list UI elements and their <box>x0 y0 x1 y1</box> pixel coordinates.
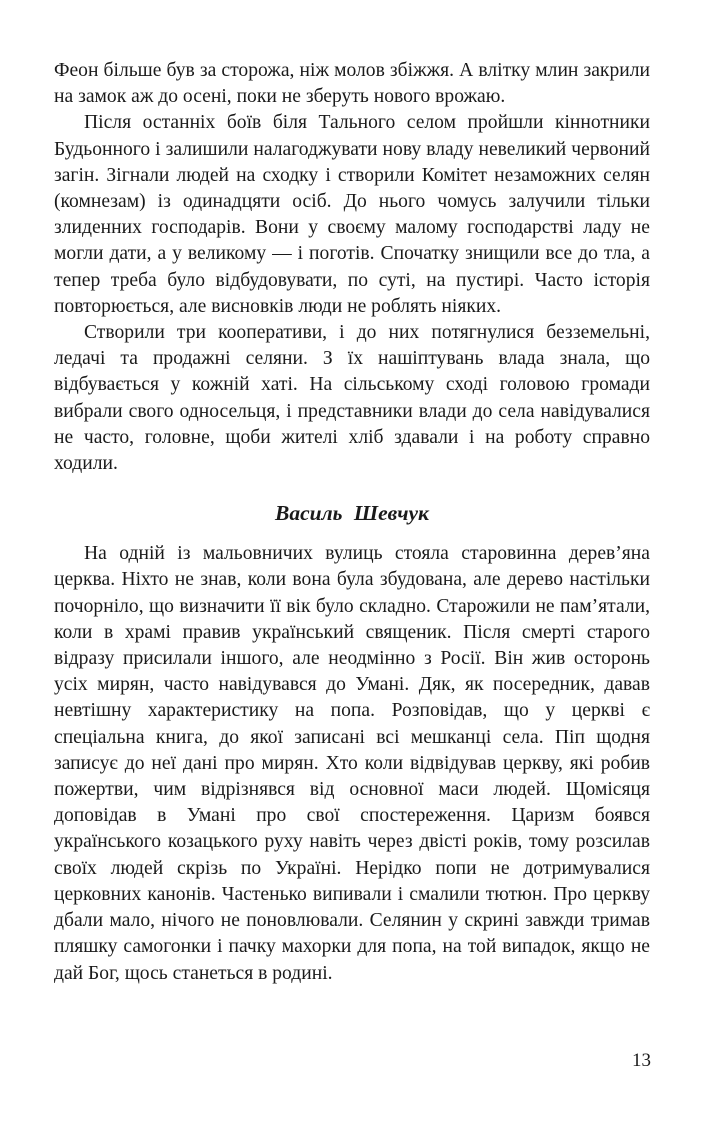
paragraph-cooperatives: Створили три кооперативи, і до них потягнулися безземельні, ледачі та продажні селяни. З їх нашіптувань влада знала, що відбувається у кожній хаті. На сільському сході головою громади вибрали свого односельця, і представники влади до села навідувалися не часто, головне, щоби жителі хліб здавали і на роботу справно ходили. <box>54 322 650 475</box>
page-number: 13 <box>632 1050 651 1071</box>
section-body <box>54 541 650 986</box>
paragraph-church: На одній із мальовничих вулиць стояла старовинна дерев’яна церква. Ніхто не знав, коли вона була збудована, але дерево настільки почорніло, що визначити її вік було складно. Старожили не пам’ятали, коли в храмі правив український священик. Після смерті старого відразу присилали іншого, але неодмінно з Росії. Він жив осторонь усіх мирян, часто навідувався до Умані. Дяк, як посередник, давав невтішну характеристику на попа. Розповідав, що у церкві є спеціальна книга, до якої записані всі мешканці села. Піп щодня записує до неї дані про мирян. Хто коли відвідував церкву, які робив пожертви, чим відрізнявся від основної маси людей. Щомісяця доповідав в Умані про свої спостереження. Царизм боявся українського козацького руху навіть через двісті років, тому розсилав своїх людей скрізь по Україні. Нерідко попи не дотримувалися церковних канонів. Частенько випивали і смалили тютюн. Про церкву дбали мало, нічого не поновлювали. Селянин у скрині завжди тримав пляшку самогонки і пачку махорки для попа, на той випадок, якщо не дай Бог, щось станеться в родині. <box>54 543 650 984</box>
section-title: Василь Шевчук <box>275 501 429 526</box>
book-page <box>54 58 650 987</box>
paragraph-budyonny-cavalry: Після останніх боїв біля Тального селом пройшли кіннотники Будьонного і залишили налагоджувати нову владу невеликий червоний загін. Зігнали людей на сходку і створили Комітет незаможних селян (комнезам) із одинадцяти осіб. До нього чомусь залучили тільки злиденних господарів. Вони у своєму малому господарстві ладу не могли дати, а у великому — і поготів. Спочатку знищили все до тла, а тепер треба було відбудовувати, по суті, на пустирі. Часто історія повторюється, але висновків люди не роблять ніяких. <box>54 112 650 317</box>
paragraph-mill: Феон більше був за сторожа, ніж молов збіжжя. А влітку млин закрили на замок аж до осені, поки не зберуть нового врожаю. <box>54 60 650 108</box>
